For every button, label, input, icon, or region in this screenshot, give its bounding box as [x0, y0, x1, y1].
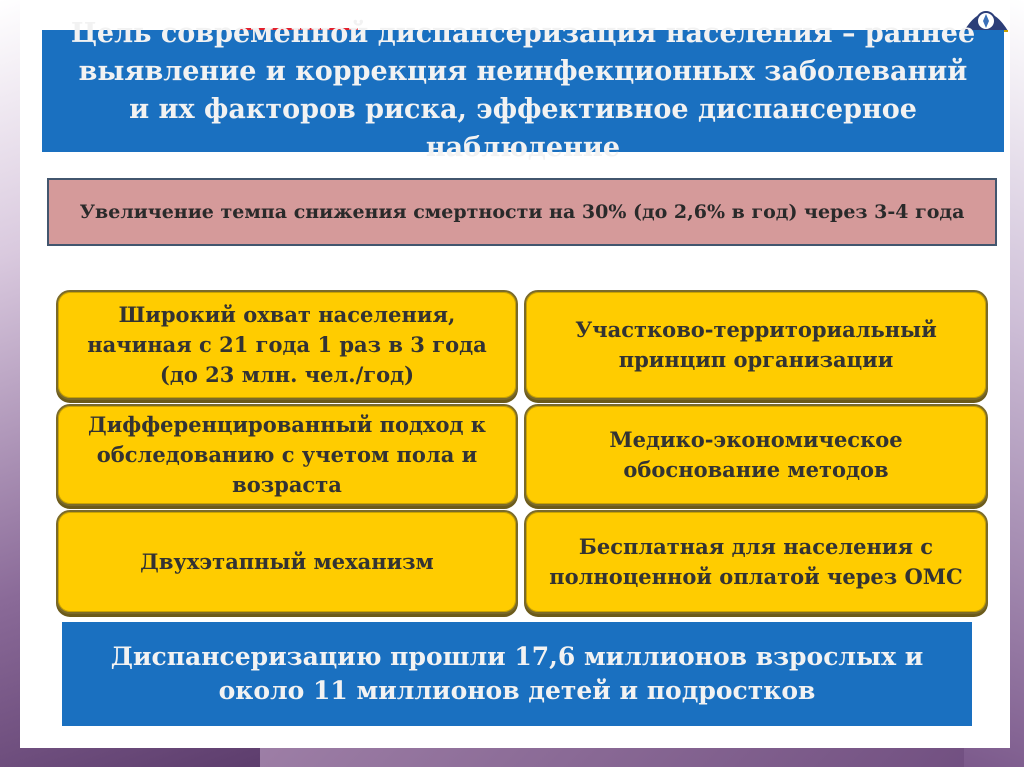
card-territorial-text: Участково-территориальный принцип организации [575, 317, 937, 372]
card-territorial [524, 290, 988, 400]
slide-title-box [42, 18, 1004, 163]
card-free [524, 510, 988, 614]
card-economic [524, 404, 988, 506]
card-two-stage-text: Двухэтапный механизм [140, 549, 434, 574]
summary-box [62, 622, 972, 726]
card-differentiated [56, 404, 518, 506]
card-two-stage [56, 510, 518, 614]
card-economic-text: Медико-экономическое обоснование методов [609, 427, 903, 482]
slide-title: Цель современной диспансеризация населения – раннее выявление и коррекция неинфекционных заболеваний и их факторов риска, эффективное диспансерное наблюдение [70, 18, 976, 163]
result-text: Увеличение темпа снижения смертности на 30% (до 2,6% в год) через 3-4 года [79, 201, 965, 223]
summary-text: Диспансеризацию прошли 17,6 миллионов взрослых и около 11 миллионов детей и подростков [110, 642, 924, 705]
card-coverage-text: Широкий охват населения, начиная с 21 года 1 раз в 3 года (до 23 млн. чел./год) [87, 302, 487, 387]
card-coverage [56, 290, 518, 400]
card-free-text: Бесплатная для населения с полноценной оплатой через ОМС [549, 534, 963, 589]
card-differentiated-text: Дифференцированный подход к обследованию с учетом пола и возраста [88, 412, 486, 497]
result-box [47, 178, 997, 246]
